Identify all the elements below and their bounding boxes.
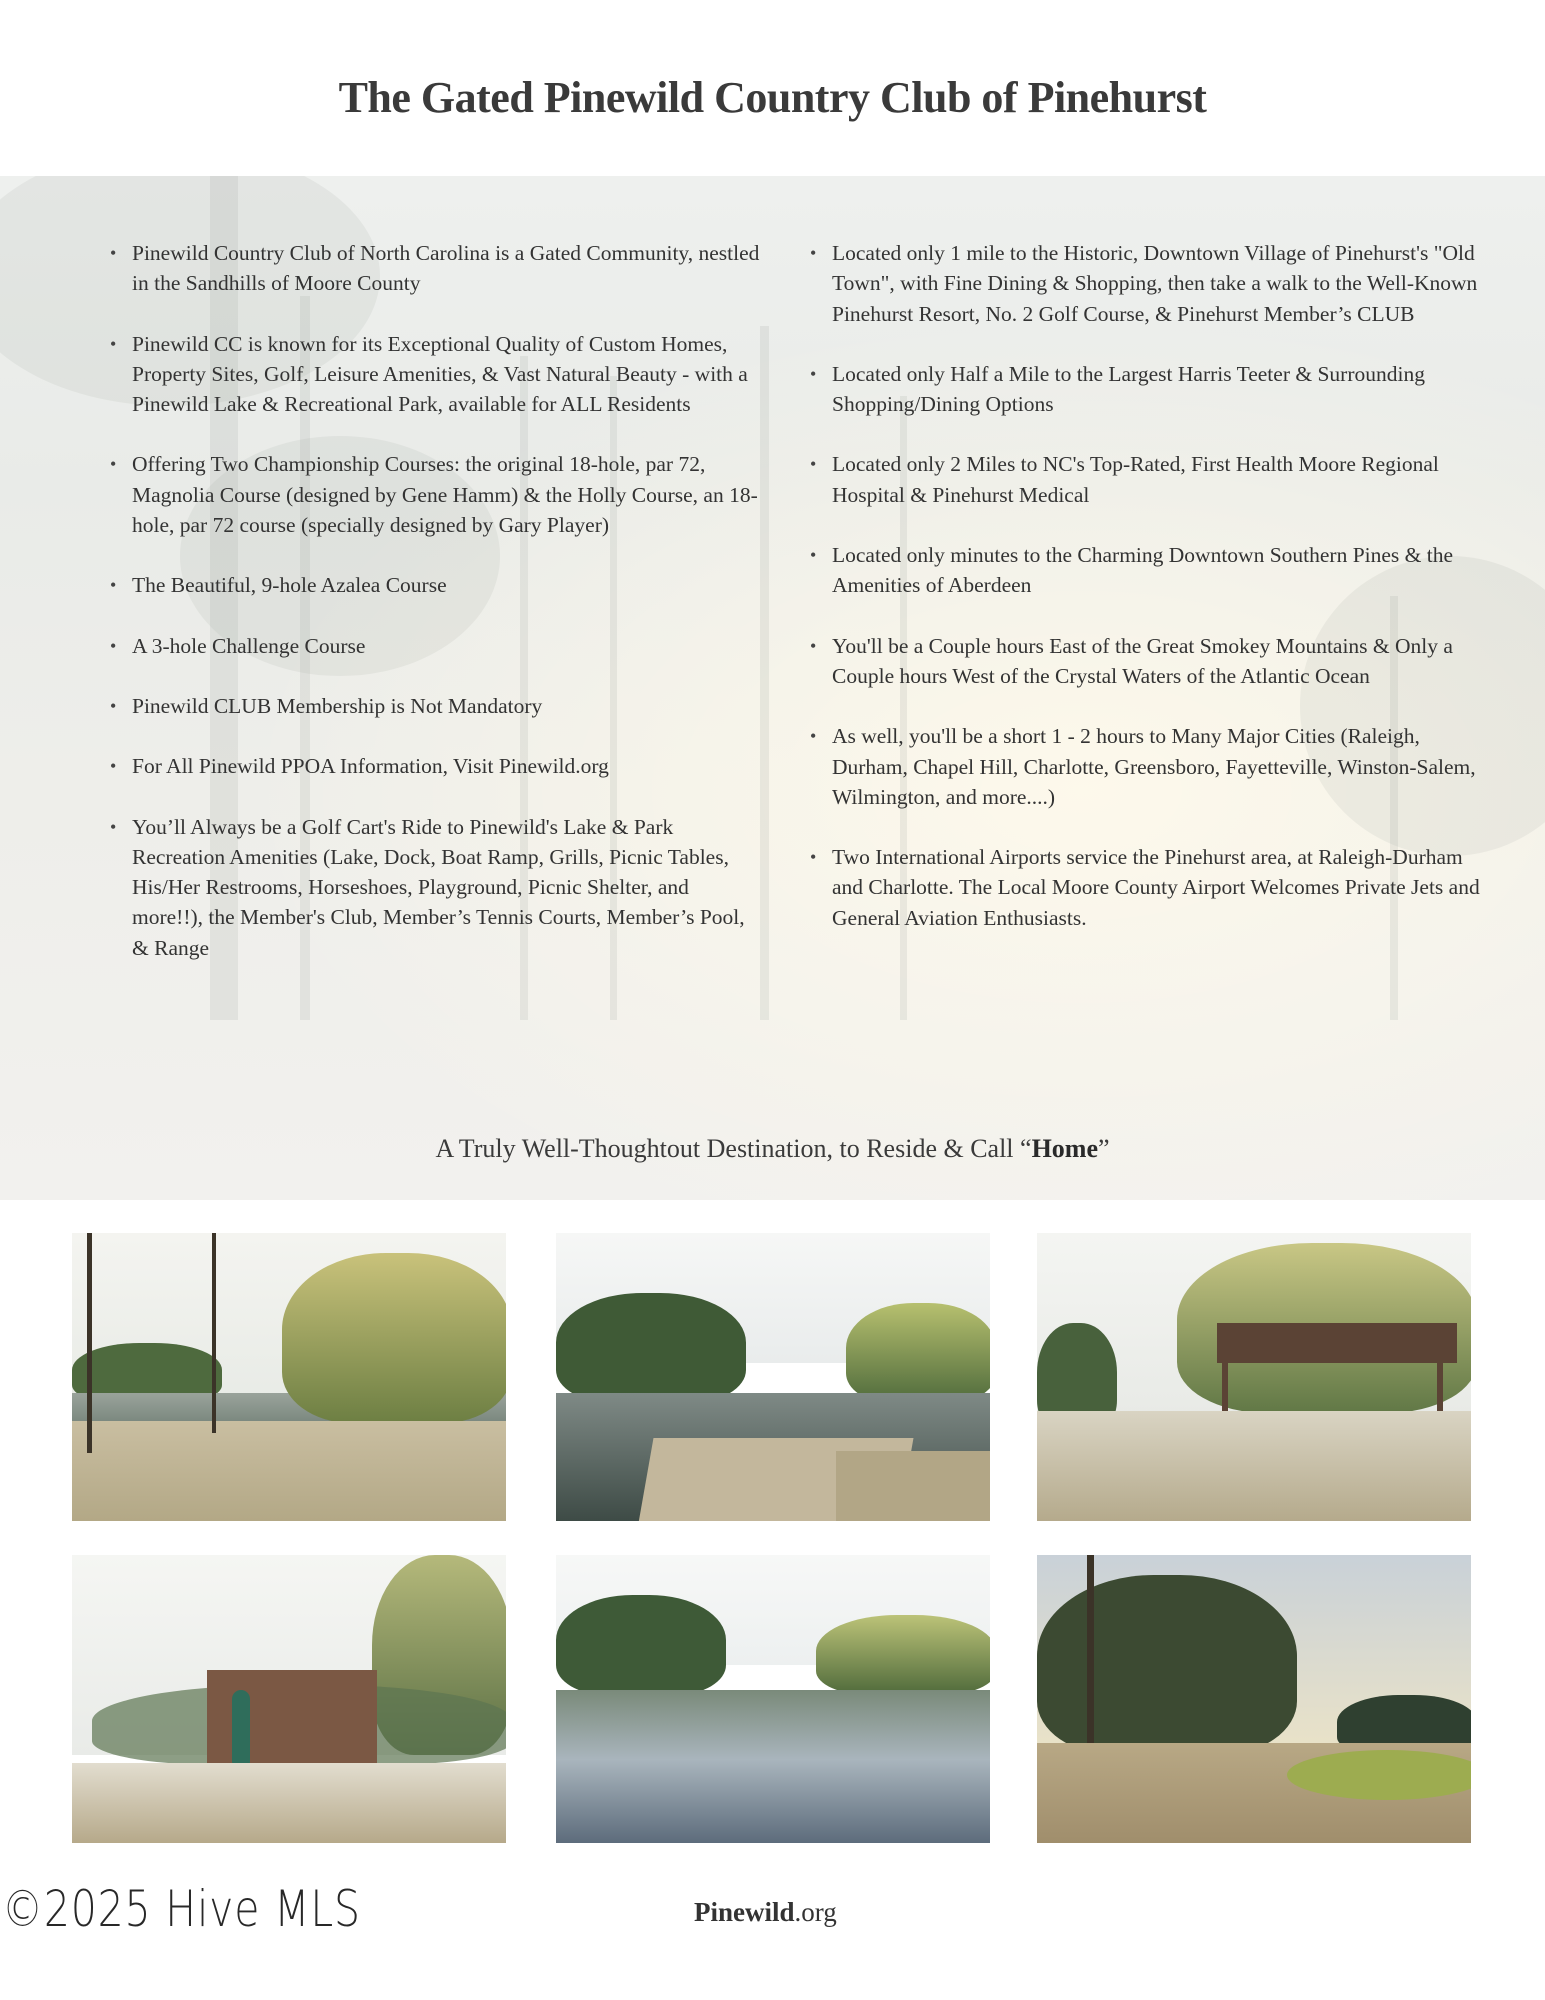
site-name: Pinewild [694, 1897, 795, 1927]
feature-item: • The Beautiful, 9-hole Azalea Course [110, 570, 760, 600]
feature-item: • You’ll Always be a Golf Cart's Ride to Pinewild's Lake & Park Recreation Amenities (Lake, Dock, Boat Ramp, Grills, Picnic Tables, His/Her Restrooms, Horseshoes, Playground, Picnic Shelter, and more!!), the Member's Club, Member’s Tennis Courts, Member’s Pool, & Range [110, 812, 760, 963]
tagline-emphasis: Home [1031, 1134, 1098, 1163]
tagline [0, 1134, 1545, 1164]
golf-course-sunset-photo [1037, 1555, 1471, 1843]
feature-item: • Pinewild CLUB Membership is Not Mandatory [110, 691, 760, 721]
tagline-suffix: ” [1098, 1134, 1110, 1163]
features-right-column [810, 238, 1490, 963]
feature-item: • Located only 2 Miles to NC's Top-Rated, First Health Moore Regional Hospital & Pinehurst Medical [810, 449, 1490, 510]
playground-photo [72, 1555, 506, 1843]
feature-item: • A 3-hole Challenge Course [110, 631, 760, 661]
feature-item: • Two International Airports service the Pinehurst area, at Raleigh-Durham and Charlotte. The Local Moore County Airport Welcomes Private Jets and General Aviation Enthusiasts. [810, 842, 1490, 933]
tagline-prefix: A Truly Well-Thoughtout Destination, to Reside & Call “ [435, 1134, 1032, 1163]
feature-item: • For All Pinewild PPOA Information, Visit Pinewild.org [110, 751, 760, 781]
feature-item: • Located only 1 mile to the Historic, Downtown Village of Pinehurst's "Old Town", with Fine Dining & Shopping, then take a walk to the Well-Known Pinehurst Resort, No. 2 Golf Course, & Pinehurst Member’s CLUB [810, 238, 1490, 329]
feature-item: • Located only Half a Mile to the Largest Harris Teeter & Surrounding Shopping/Dining Options [810, 359, 1490, 420]
feature-item: • You'll be a Couple hours East of the Great Smokey Mountains & Only a Couple hours West of the Crystal Waters of the Atlantic Ocean [810, 631, 1490, 692]
lake-dock-photo [556, 1233, 990, 1521]
feature-item: • Pinewild Country Club of North Carolina is a Gated Community, nestled in the Sandhills of Moore County [110, 238, 760, 299]
lakeside-picnic-area-photo [72, 1233, 506, 1521]
site-link[interactable] [694, 1897, 837, 1928]
picnic-shelter-playground-photo [1037, 1233, 1471, 1521]
feature-item: • As well, you'll be a short 1 - 2 hours to Many Major Cities (Raleigh, Durham, Chapel Hill, Charlotte, Greensboro, Fayetteville, Winston-Salem, Wilmington, and more....) [810, 721, 1490, 812]
hero-section [0, 176, 1545, 1200]
feature-item: • Offering Two Championship Courses: the original 18-hole, par 72, Magnolia Course (designed by Gene Hamm) & the Holly Course, an 18-hole, par 72 course (specially designed by Gary Player) [110, 449, 760, 540]
background-tree-trunk [760, 326, 769, 1020]
feature-item: • Located only minutes to the Charming Downtown Southern Pines & the Amenities of Aberdeen [810, 540, 1490, 601]
feature-item: • Pinewild CC is known for its Exceptional Quality of Custom Homes, Property Sites, Golf, Leisure Amenities, & Vast Natural Beauty - with a Pinewild Lake & Recreational Park, available for ALL Residents [110, 329, 760, 420]
site-suffix: .org [794, 1897, 837, 1927]
copyright-watermark: ©2025 Hive MLS [2, 1880, 361, 1938]
page-title: The Gated Pinewild Country Club of Pinehurst [338, 73, 1207, 122]
lake-reflection-photo [556, 1555, 990, 1843]
features-left-column [110, 238, 760, 993]
